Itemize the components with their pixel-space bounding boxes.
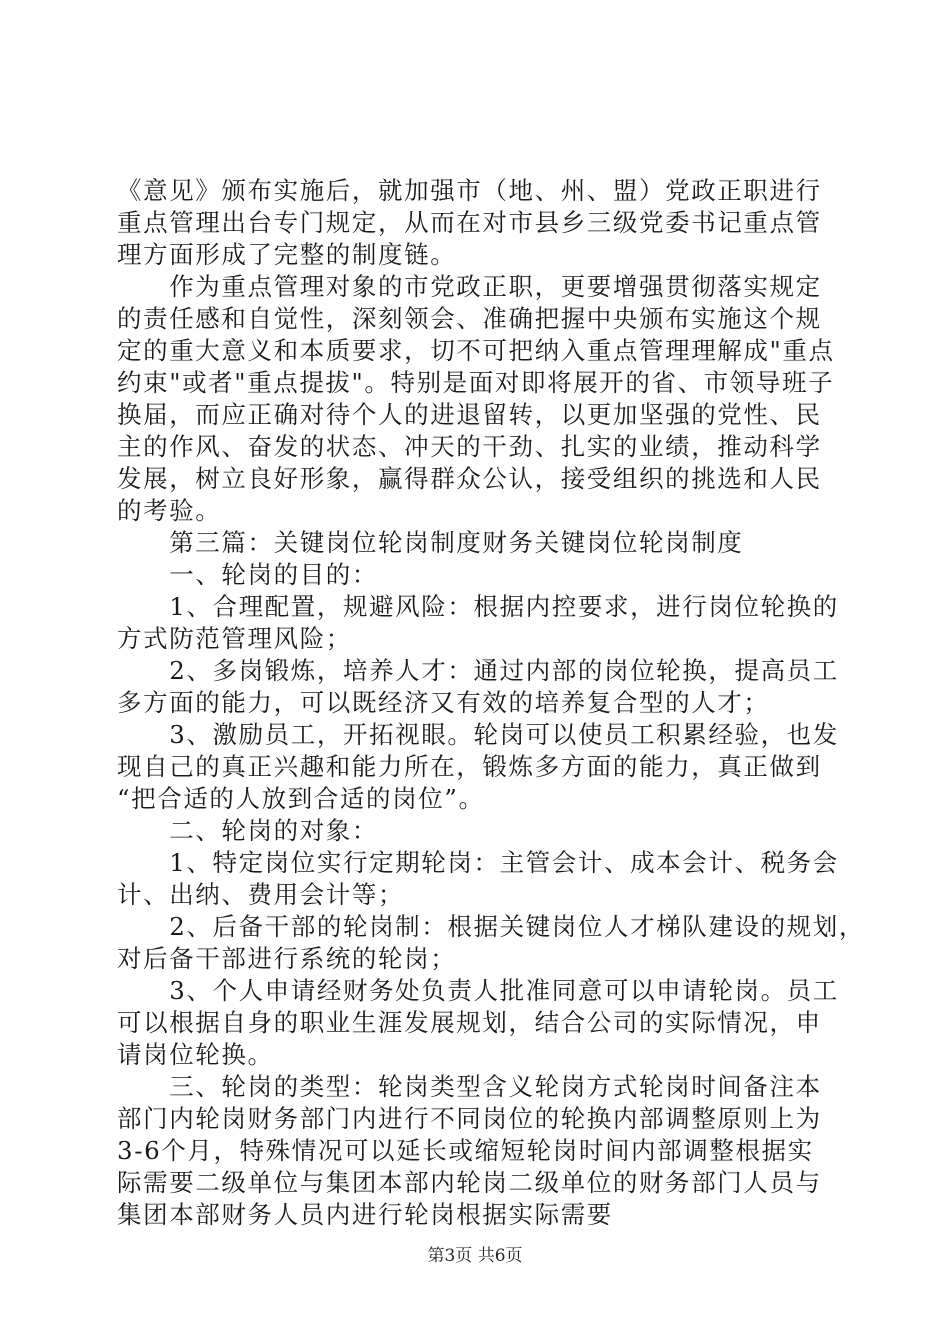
text-line: 3、激励员工，开拓视眼。轮岗可以使员工积累经验，也发	[117, 720, 839, 749]
text-line: 的责任感和自觉性，深刻领会、准确把握中央颁布实施这个规	[117, 304, 822, 333]
text-line: 2、后备干部的轮岗制：根据关键岗位人才梯队建设的规划，	[117, 912, 865, 941]
text-line: 3-6个月，特殊情况可以延长或缩短轮岗时间内部调整根据实	[117, 1136, 814, 1165]
text-line: 约束"或者"重点提拔"。特别是面对即将展开的省、市领导班子	[117, 368, 835, 397]
text-line: 的考验。	[117, 496, 222, 525]
text-line: 现自己的真正兴趣和能力所在，锻炼多方面的能力，真正做到	[117, 752, 822, 781]
text-line: 重点管理出台专门规定，从而在对市县乡三级党委书记重点管	[117, 208, 822, 237]
text-line: 对后备干部进行系统的轮岗；	[117, 944, 457, 973]
text-line: 方式防范管理风险；	[117, 624, 352, 653]
text-line: 主的作风、奋发的状态、冲天的干劲、扎实的业绩，推动科学	[117, 432, 822, 461]
text-line: 1、特定岗位实行定期轮岗：主管会计、成本会计、税务会	[117, 848, 839, 877]
text-line: 作为重点管理对象的市党政正职，更要增强贯彻落实规定	[117, 272, 822, 301]
text-line: 多方面的能力，可以既经济又有效的培养复合型的人才；	[117, 688, 770, 717]
text-line: 计、出纳、费用会计等；	[117, 880, 405, 909]
text-line: 1、合理配置，规避风险：根据内控要求，进行岗位轮换的	[117, 592, 839, 621]
text-line: 定的重大意义和本质要求，切不可把纳入重点管理理解成"重点	[117, 336, 835, 365]
text-line: 集团本部财务人员内进行轮岗根据实际需要	[117, 1200, 613, 1229]
subheading: 一、轮岗的目的：	[117, 560, 378, 589]
text-line: 请岗位轮换。	[117, 1040, 274, 1069]
text-line: “把合适的人放到合适的岗位”。	[117, 784, 485, 813]
text-line: 《意见》颁布实施后，就加强市（地、州、盟）党政正职进行	[117, 176, 822, 205]
text-line: 可以根据自身的职业生涯发展规划，结合公司的实际情况，申	[117, 1008, 822, 1037]
text-line: 换届，而应正确对待个人的进退留转，以更加坚强的党性、民	[117, 400, 822, 429]
page-number: 第3页 共6页	[427, 1246, 523, 1266]
text-line: 3、个人申请经财务处负责人批准同意可以申请轮岗。员工	[117, 976, 839, 1005]
text-line: 部门内轮岗财务部门内进行不同岗位的轮换内部调整原则上为	[117, 1104, 822, 1133]
subheading: 二、轮岗的对象：	[117, 816, 378, 845]
text-line: 际需要二级单位与集团本部内轮岗二级单位的财务部门人员与	[117, 1168, 822, 1197]
text-line: 发展，树立良好形象，赢得群众公认，接受组织的挑选和人民	[117, 464, 822, 493]
text-line: 理方面形成了完整的制度链。	[117, 240, 457, 269]
section-heading: 第三篇：关键岗位轮岗制度财务关键岗位轮岗制度	[117, 528, 744, 557]
text-line: 三、轮岗的类型：轮岗类型含义轮岗方式轮岗时间备注本	[117, 1072, 822, 1101]
text-line: 2、多岗锻炼，培养人才：通过内部的岗位轮换，提高员工	[117, 656, 839, 685]
